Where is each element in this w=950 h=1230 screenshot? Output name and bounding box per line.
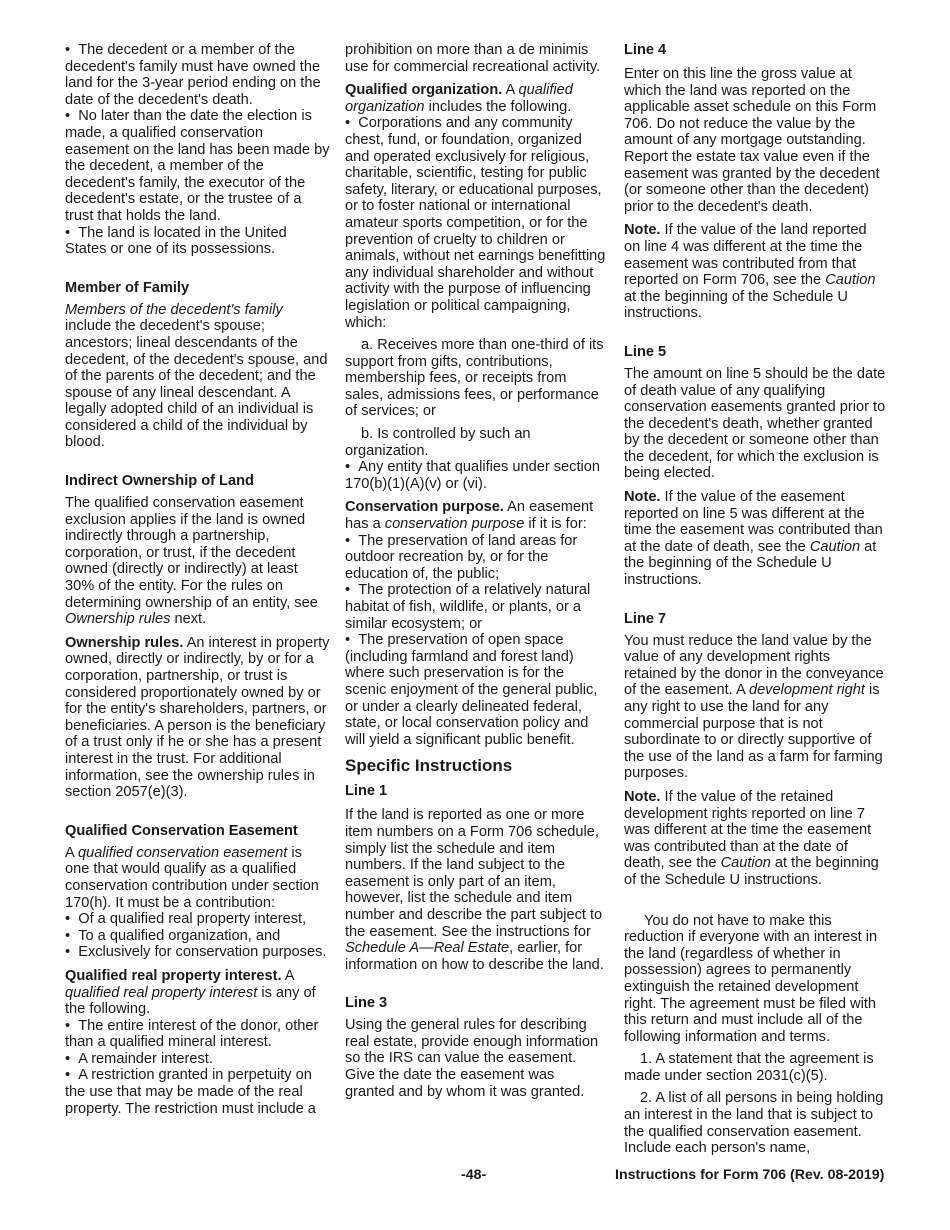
paragraph-member-of-family xyxy=(65,302,330,451)
term-qce: qualified conservation easement xyxy=(77,844,288,861)
text-note-4-end: at the beginning of the Schedule U instructions. xyxy=(624,288,848,322)
text-qce-a: A xyxy=(65,844,78,861)
runin-note-7: Note. xyxy=(624,788,661,805)
column-3 xyxy=(624,42,886,1157)
text-qce-definition: is one that would qualify as a qualified conservation contribution under section 170(h). It must be a contribution: xyxy=(65,844,319,911)
bullet-entire-interest: • The entire interest of the donor, other than a qualified mineral interest. xyxy=(65,1018,330,1051)
term-caution-4: Caution xyxy=(825,272,876,289)
text-cp-easement: An easement has a xyxy=(345,499,594,533)
text-cp-for: if it is for: xyxy=(524,516,587,533)
text-qrp-following: is any of the following. xyxy=(65,984,316,1018)
bullet-any-entity: • Any entity that qualifies under section 170(b)(1)(A)(v) or (vi). xyxy=(345,459,607,492)
bullet-corporations: • Corporations and any community chest, fund, or foundation, organized and operated exclusively for religious, charitable, scientific, testing for public safety, literary, or educational purposes, or to foster national or international amateur sports competition, or for the prevention of cruelty to children or animals, without net earnings benefitting any individual shareholder and without activity with the purpose of influencing legislation or political campaigning, which: xyxy=(345,115,607,331)
term-qrp: qualified real property interest xyxy=(65,984,258,1001)
runin-qualified-real-property: Qualified real property interest. xyxy=(65,967,282,984)
bullet-restriction-perpetuity: • A restriction granted in perpetuity on the use that may be made of the real property. The restriction must include a xyxy=(65,1067,330,1117)
bullet-qualified-organization: • To a qualified organization, and xyxy=(65,928,330,945)
paragraph-line-1 xyxy=(345,807,607,973)
paragraph-qualified-real-property-interest xyxy=(65,968,330,1018)
runin-conservation-purpose: Conservation purpose. xyxy=(345,499,504,516)
bullet-conservation-purposes: • Exclusively for conservation purposes. xyxy=(65,944,330,961)
heading-specific-instructions: Specific Instructions xyxy=(345,756,513,776)
list-item-1: 1. A statement that the agreement is made under section 2031(c)(5). xyxy=(624,1051,874,1084)
text-ownership-rules: An interest in property owned, directly or indirectly, by or for a corporation, partnership, or trust is considered proportionately owned by or for the entity's shareholders, partners, or beneficiaries. A person is the beneficiary of a trust only if he or she has a present interest in the trust. For additional information, see the ownership rules in section 2057(e)(3). xyxy=(65,634,330,801)
paragraph-line-3: Using the general rules for describing real estate, provide enough information so the IRS can value the easement. Give the date the easement was granted and by whom it was granted. xyxy=(345,1017,599,1100)
heading-line-5: Line 5 xyxy=(624,343,667,360)
term-caution-7: Caution xyxy=(720,855,771,872)
text-note-5: If the value of the easement reported on line 5 was different at the time the easement was contributed than at the date of death, see the xyxy=(624,489,883,555)
heading-line-3: Line 3 xyxy=(345,995,388,1012)
term-ownership-rules: Ownership rules xyxy=(65,611,171,628)
runin-note-4: Note. xyxy=(624,222,661,239)
runin-qualified-organization: Qualified organization. xyxy=(345,82,503,99)
subitem-b: b. Is controlled by such an organization. xyxy=(345,426,531,459)
term-schedule-a: Schedule A—Real Estate xyxy=(345,940,510,957)
paragraph-ownership-rules xyxy=(65,635,330,801)
text-note-7-end: at the beginning of the Schedule U instructions. xyxy=(624,855,879,888)
text-line-7: You must reduce the land value by the value of any development rights retained by the donor in the conveyance of the easement. A xyxy=(624,632,884,699)
paragraph-reduction-exception: You do not have to make this reduction if everyone with an interest in the land (regardless of whether in possession) agrees to permanently extinguish the retained development right. The agreement must be filed with this return and must include all of the following information and terms. xyxy=(624,912,878,1045)
heading-line-4: Line 4 xyxy=(624,42,667,58)
note-line-7 xyxy=(624,789,886,889)
text-note-5-end: at the beginning of the Schedule U instructions. xyxy=(624,538,877,589)
text-qo-a: A xyxy=(502,82,519,99)
term-members-of-family: Members of the decedent's family xyxy=(65,301,283,318)
heading-qualified-conservation-easement: Qualified Conservation Easement xyxy=(65,822,298,839)
paragraph-qce-definition xyxy=(65,845,330,911)
bullet-natural-habitat: • The protection of a relatively natural habitat of fish, wildlife, or plants, or a similar ecosystem; or xyxy=(345,582,607,632)
bullet-qualified-real-property: • Of a qualified real property interest, xyxy=(65,911,330,928)
list-item-2: 2. A list of all persons in being holding an interest in the land that is subject to the qualified conservation easement. Include each person's name, xyxy=(624,1090,884,1157)
paragraph-line-7 xyxy=(624,633,886,782)
bullet-land-location: • The land is located in the United States or one of its possessions. xyxy=(65,225,330,258)
runin-note-5: Note. xyxy=(624,489,661,506)
bullet-open-space: • The preservation of open space (including farmland and forest land) where such preservation is for the scenic enjoyment of the general public, or under a clearly delineated federal, state, or local conservation policy and will yield a significant public benefit. xyxy=(345,632,607,748)
term-qualified-organization: qualified organization xyxy=(345,82,573,115)
form-footer-title: Instructions for Form 706 (Rev. 08-2019) xyxy=(615,1167,885,1183)
paragraph-qualified-organization xyxy=(345,82,607,115)
text-next: next. xyxy=(170,611,207,628)
text-line-1-end: , earlier, for information on how to describe the land. xyxy=(345,940,604,973)
term-development-right: development right xyxy=(748,682,865,699)
note-line-5 xyxy=(624,489,886,589)
paragraph-conservation-purpose xyxy=(345,499,607,532)
note-line-4 xyxy=(624,222,886,322)
subitem-a: a. Receives more than one-third of its support from gifts, contributions, membership fees, or receipts from sales, admissions fees, or performance of services; or xyxy=(345,337,604,420)
term-caution-5: Caution xyxy=(809,538,861,555)
paragraph-line-5: The amount on line 5 should be the date of death value of any qualifying conservation easements granted prior to the decedent's death, whether granted by the decedent or someone other than the decedent, for which the exclusion is being elected. xyxy=(624,365,886,482)
text-line-1: If the land is reported as one or more item numbers on a Form 706 schedule, simply list the schedule and item numbers. If the land subject to the easement is only part of an item, however, list the schedule and item number and describe the part subject to the easement. See the instructions for xyxy=(345,807,603,940)
term-conservation-purpose: conservation purpose xyxy=(384,516,525,533)
heading-line-1: Line 1 xyxy=(345,783,388,800)
paragraph-indirect-ownership xyxy=(65,495,330,628)
bullet-land-areas: • The preservation of land areas for outdoor recreation by, or for the education of, the public; xyxy=(345,533,607,583)
text-note-4: If the value of the land reported on line 4 was different at the time the easement was contributed from that reported on Form 706, see the xyxy=(624,222,867,289)
text-qo-following: includes the following. xyxy=(424,98,572,115)
text-line-7-end: is any right to use the land for any commercial purpose that is not subordinate to or directly supportive of the use of the land as a farm for farming purposes. xyxy=(624,682,883,782)
heading-line-7: Line 7 xyxy=(624,610,667,627)
heading-member-of-family: Member of Family xyxy=(65,279,190,296)
text-note-7: If the value of the retained development rights reported on line 7 was different at the time the easement was contributed than at the date of death, see the xyxy=(624,788,872,872)
paragraph-continuation: prohibition on more than a de minimis use for commercial recreational activity. xyxy=(345,42,601,75)
bullet-remainder-interest: • A remainder interest. xyxy=(65,1051,330,1068)
paragraph-line-4: Enter on this line the gross value at which the land was reported on the applicable asset schedule on this Form 706. Do not reduce the value by the amount of any mortgage outstanding. Report the estate tax value even if the easement was granted by the decedent (or someone other than the decedent) prior to the decedent's death. xyxy=(624,66,880,215)
runin-ownership-rules: Ownership rules. xyxy=(65,634,184,651)
heading-indirect-ownership: Indirect Ownership of Land xyxy=(65,473,254,490)
page-number: -48- xyxy=(461,1167,487,1183)
bullet-easement-made: • No later than the date the election is made, a qualified conservation easement on the land has been made by the decedent, a member of the decedent's family, the executor of the decedent's estate, or the trustee of a trust that holds the land. xyxy=(65,108,330,224)
text-family-definition: include the decedent's spouse; ancestors; lineal descendants of the decedent, of the decedent's spouse, and of the parents of the decedent; and the spouse of any lineal descendant. A legally adopted child of an individual is considered a child of the individual by blood. xyxy=(65,318,328,451)
column-2 xyxy=(345,42,607,1100)
bullet-ownership-period: • The decedent or a member of the decedent's family must have owned the land for the 3-year period ending on the date of the decedent's death. xyxy=(65,42,330,108)
column-1 xyxy=(65,42,330,1117)
text-indirect-ownership: The qualified conservation easement exclusion applies if the land is owned indirectly through a partnership, corporation, or trust, if the decedent owned (directly or indirectly) at least 30% of the entity. For the rules on determining ownership of an entity, see xyxy=(65,495,318,611)
text-qrp-a: A xyxy=(281,967,294,984)
